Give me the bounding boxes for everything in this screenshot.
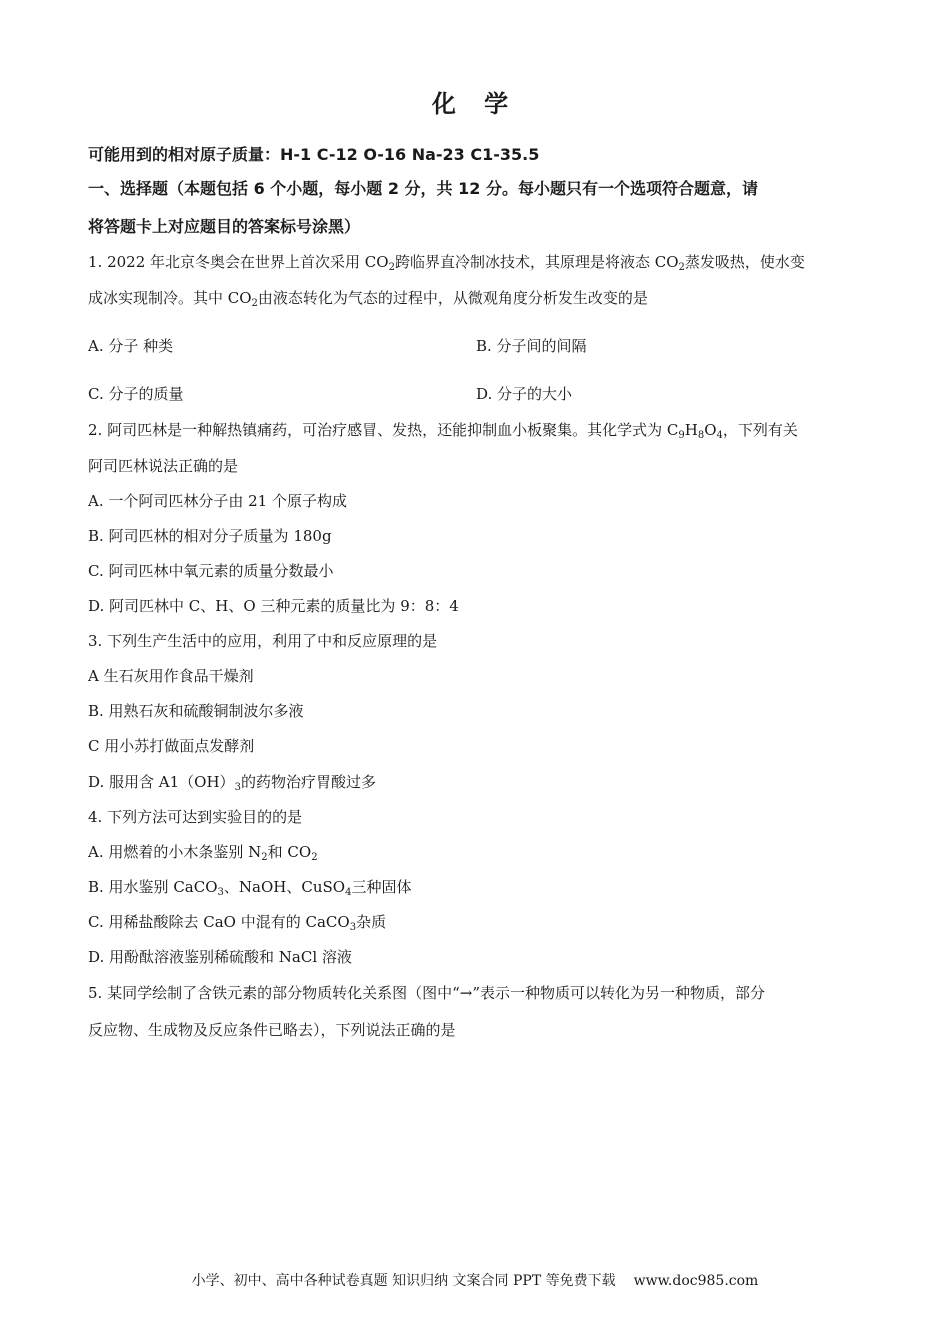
q2-option-d: D. 阿司匹林中 C、H、O 三种元素的质量比为 9：8：4 bbox=[88, 597, 459, 615]
q4-option-b bbox=[88, 877, 411, 897]
q4-option-b-part: 、NaOH、CuSO bbox=[223, 878, 346, 896]
q4-option-c bbox=[88, 912, 386, 932]
subscript: 4 bbox=[716, 430, 723, 441]
subscript: 3 bbox=[234, 782, 241, 793]
q1-stem-part: 跨临界直冷制冰技术，其原理是将液态 CO bbox=[394, 253, 679, 271]
q1-stem-part: 成冰实现制冷。其中 CO bbox=[88, 289, 252, 307]
footer bbox=[0, 1270, 950, 1290]
section-heading-line1: 一、选择题（本题包括 6 个小题，每小题 2 分，共 12 分。每小题只有一个选项符合题意，请 bbox=[88, 179, 758, 198]
subscript: 3 bbox=[349, 922, 357, 933]
q2-option-b: B. 阿司匹林的相对分子质量为 180g bbox=[88, 527, 332, 545]
q1-option-b: B. 分子间的间隔 bbox=[476, 337, 587, 355]
q4-option-b-part: 三种固体 bbox=[351, 878, 412, 896]
q3-option-a: A 生石灰用作食品干燥剂 bbox=[88, 667, 254, 685]
atomic-masses-note: 可能用到的相对原子质量：H-1 C-12 O-16 Na-23 C1-35.5 bbox=[88, 145, 540, 164]
q5-stem-line1: 5. 某同学绘制了含铁元素的部分物质转化关系图（图中“→”表示一种物质可以转化为另一种物质，部分 bbox=[88, 984, 765, 1002]
section-heading-line2: 将答题卡上对应题目的答案标号涂黑） bbox=[88, 217, 361, 236]
page-title: 化 学 bbox=[431, 90, 519, 118]
q2-stem-part: H bbox=[684, 421, 698, 439]
q4-option-d: D. 用酚酞溶液鉴别稀硫酸和 NaCl 溶液 bbox=[88, 948, 352, 966]
q1-option-d: D. 分子的大小 bbox=[476, 385, 573, 403]
subscript: 2 bbox=[388, 262, 395, 273]
q1-stem-part: 由液态转化为气态的过程中，从微观角度分析发生改变的是 bbox=[257, 289, 648, 307]
footer-url[interactable]: www.doc985.com bbox=[633, 1273, 759, 1289]
subscript: 2 bbox=[261, 852, 268, 863]
q3-stem: 3. 下列生产生活中的应用，利用了中和反应原理的是 bbox=[88, 632, 438, 650]
q1-stem-line1 bbox=[88, 252, 805, 272]
q4-option-c-part: C. 用稀盐酸除去 CaO 中混有的 CaCO bbox=[88, 913, 350, 931]
q3-option-d bbox=[88, 772, 376, 792]
q2-stem-part: 2. 阿司匹林是一种解热镇痛药，可治疗感冒、发热，还能抑制血小板聚集。其化学式为 C bbox=[88, 421, 679, 439]
q4-option-b-part: B. 用水鉴别 CaCO bbox=[88, 878, 218, 896]
subscript: 3 bbox=[217, 887, 224, 898]
subscript: 8 bbox=[697, 430, 705, 441]
q1-stem-line2 bbox=[88, 288, 648, 308]
q2-stem-part: ，下列有关 bbox=[722, 421, 798, 439]
q3-option-d-part: D. 服用含 A1（OH） bbox=[88, 773, 235, 791]
subscript: 2 bbox=[311, 852, 318, 863]
q1-option-c: C. 分子的质量 bbox=[88, 385, 184, 403]
q1-stem-part: 蒸发吸热，使水变 bbox=[684, 253, 805, 271]
footer-text: 小学、初中、高中各种试卷真题 知识归纳 文案合同 PPT 等免费下载 bbox=[191, 1273, 616, 1289]
subscript: 9 bbox=[678, 430, 685, 441]
q1-stem-part: 1. 2022 年北京冬奥会在世界上首次采用 CO bbox=[88, 253, 389, 271]
q4-option-a-part: A. 用燃着的小木条鉴别 N bbox=[88, 843, 262, 861]
q4-option-c-part: 杂质 bbox=[356, 913, 387, 931]
subscript: 2 bbox=[251, 298, 258, 309]
q3-option-d-part: 的药物治疗胃酸过多 bbox=[240, 773, 376, 791]
q4-option-a bbox=[88, 842, 318, 862]
q2-option-a: A. 一个阿司匹林分子由 21 个原子构成 bbox=[88, 492, 347, 510]
q4-stem: 4. 下列方法可达到实验目的的是 bbox=[88, 808, 303, 826]
q5-stem-line2: 反应物、生成物及反应条件已略去），下列说法正确的是 bbox=[88, 1021, 456, 1039]
q2-stem-line2: 阿司匹林说法正确的是 bbox=[88, 457, 239, 475]
q4-option-a-part: 和 CO bbox=[267, 843, 312, 861]
q2-stem-part: O bbox=[704, 421, 717, 439]
q2-option-c: C. 阿司匹林中氧元素的质量分数最小 bbox=[88, 562, 334, 580]
subscript: 4 bbox=[345, 887, 352, 898]
q3-option-c: C 用小苏打做面点发酵剂 bbox=[88, 737, 255, 755]
q2-stem-line1 bbox=[88, 420, 798, 440]
q3-option-b: B. 用熟石灰和硫酸铜制波尔多液 bbox=[88, 702, 304, 720]
q1-option-a: A. 分子 种类 bbox=[88, 337, 174, 355]
subscript: 2 bbox=[678, 262, 685, 273]
